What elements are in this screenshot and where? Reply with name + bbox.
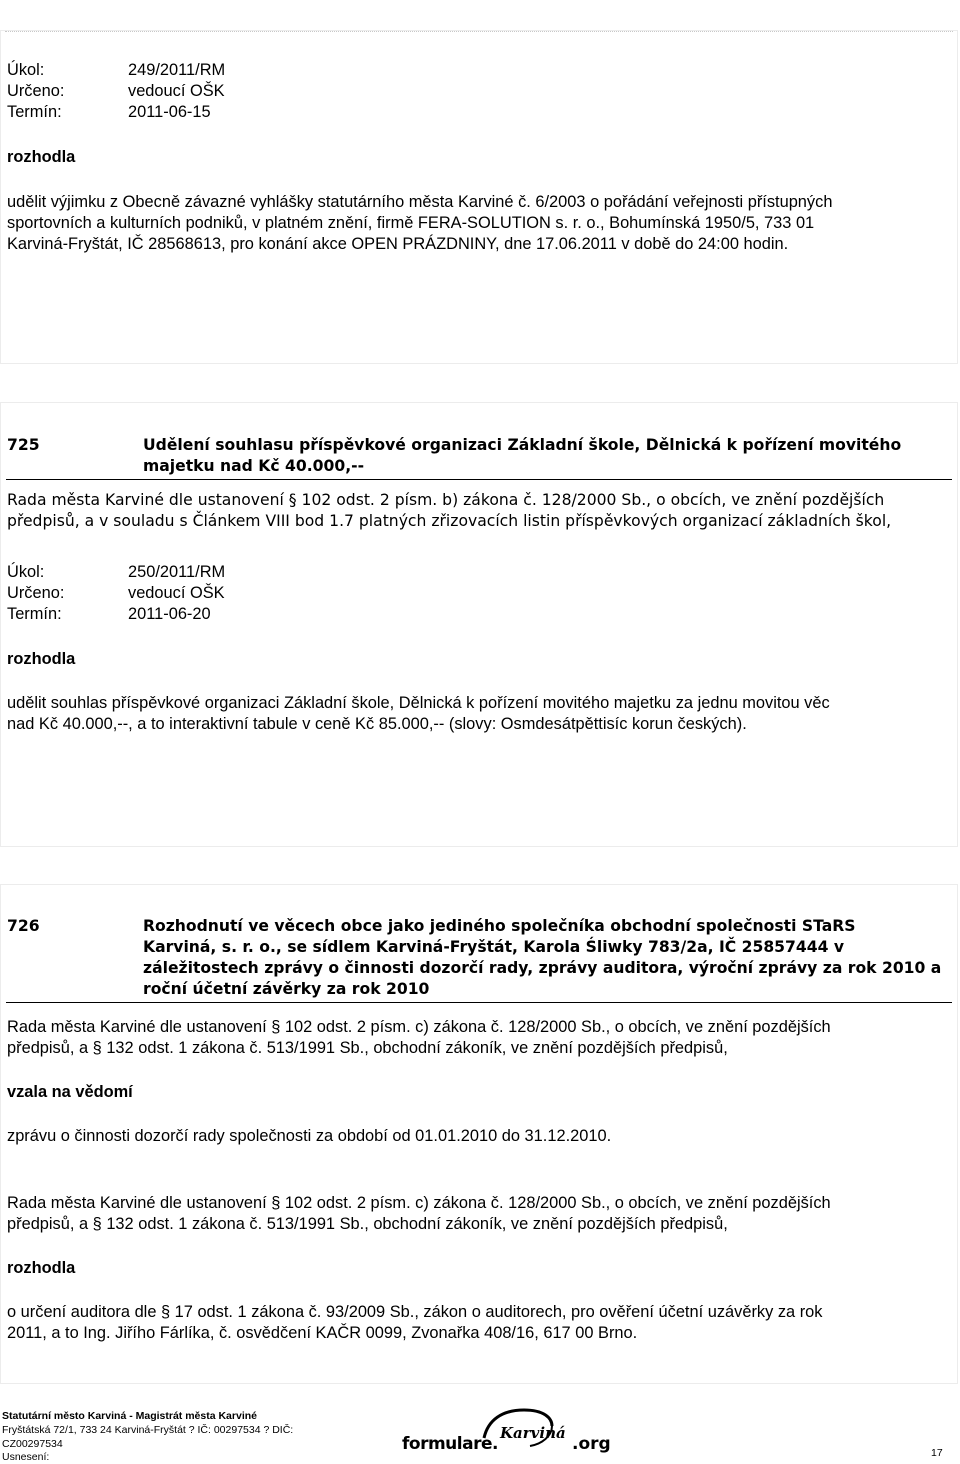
section-title-line: Rozhodnutí ve věcech obce jako jediného společníka obchodní společnosti STaRS	[143, 917, 856, 935]
decision-text-line: nad Kč 40.000,--, a to interaktivní tabule v ceně Kč 85.000,-- (slovy: Osmdesátpěttisíc korun českých).	[7, 715, 747, 733]
authority-line: předpisů, a v souladu s Článkem VIII bod 1.7 platných zřizovacích listin příspěvkových organizací základních škol,	[7, 512, 892, 530]
ukol-label: Úkol:	[7, 563, 45, 581]
authority-line: Rada města Karviné dle ustanovení § 102 odst. 2 písm. c) zákona č. 128/2000 Sb., o obcích, ve znění pozdějších	[7, 1194, 831, 1212]
footer-org: Statutární město Karviná - Magistrát města Karviné	[2, 1410, 257, 1422]
termin-value: 2011-06-20	[128, 605, 211, 623]
footer-dic: CZ00297534	[2, 1438, 63, 1450]
section-title-line: Udělení souhlasu příspěvkové organizaci Základní škole, Dělnická k pořízení movitého	[143, 436, 902, 454]
section-title-underline	[6, 479, 952, 480]
footer-usneseni: Usnesení:	[2, 1451, 50, 1463]
section-number: 725	[7, 436, 40, 454]
urceno-label: Určeno:	[7, 584, 65, 602]
page-number: 17	[931, 1447, 943, 1459]
urceno-value: vedoucí OŠK	[128, 82, 225, 100]
footer-logo	[402, 1404, 617, 1457]
decision-text-line: o určení auditora dle § 17 odst. 1 zákona č. 93/2009 Sb., zákon o auditorech, pro ověření účetní uzávěrky za rok	[7, 1303, 823, 1321]
section-title-line: Karviná, s. r. o., se sídlem Karviná-Fryštát, Karola Śliwky 783/2a, IČ 25857444 v	[143, 938, 845, 956]
urceno-label: Určeno:	[7, 82, 65, 100]
ukol-value: 250/2011/RM	[128, 563, 226, 581]
authority-line: předpisů, a § 132 odst. 1 zákona č. 513/1991 Sb., obchodní zákoník, ve znění pozdějších předpisů,	[7, 1215, 728, 1233]
termin-label: Termín:	[7, 605, 62, 623]
decision-text-line: 2011, a to Ing. Jiřího Fárlíka, č. osvědčení KAČR 0099, Zvonařka 408/16, 617 00 Brno.	[7, 1324, 638, 1342]
logo-left-text: formulare.	[402, 1434, 498, 1454]
authority-line: předpisů, a § 132 odst. 1 zákona č. 513/1991 Sb., obchodní zákoník, ve znění pozdějších předpisů,	[7, 1039, 728, 1057]
dotted-divider	[5, 31, 953, 32]
decision-heading: rozhodla	[7, 650, 76, 668]
decision-heading: rozhodla	[7, 1259, 76, 1277]
footer-address: Fryštátská 72/1, 733 24 Karviná-Fryštát ? IČ: 00297534 ? DIČ:	[2, 1424, 294, 1436]
section-title-underline	[6, 1002, 952, 1003]
noted-text: zprávu o činnosti dozorčí rady společnosti za období od 01.01.2010 do 31.12.2010.	[7, 1127, 612, 1145]
logo-right-text: .org	[572, 1434, 611, 1454]
decision-heading: rozhodla	[7, 148, 76, 166]
decision-text-line: udělit souhlas příspěvkové organizaci Základní škole, Dělnická k pořízení movitého majetku za jednu movitou věc	[7, 694, 830, 712]
decision-text-line: Karviná-Fryštát, IČ 28568613, pro konání akce OPEN PRÁZDNINY, dne 17.06.2011 v době do 24:00 hodin.	[7, 235, 789, 253]
noted-heading: vzala na vědomí	[7, 1083, 133, 1101]
section-title-line: majetku nad Kč 40.000,--	[143, 457, 365, 475]
section-title-line: záležitostech zprávy o činnosti dozorčí rady, zprávy auditora, výroční zprávy za rok 2010 a	[143, 959, 942, 977]
termin-value: 2011-06-15	[128, 103, 211, 121]
section-title-line: roční účetní závěrky za rok 2010	[143, 980, 430, 998]
decision-text-line: udělit výjimku z Obecně závazné vyhlášky statutárního města Karviné č. 6/2003 o pořádání veřejnosti přístupných	[7, 193, 833, 211]
authority-line: Rada města Karviné dle ustanovení § 102 odst. 2 písm. b) zákona č. 128/2000 Sb., o obcích, ve znění pozdějších	[7, 491, 885, 509]
logo-mid-text: Karviná	[500, 1424, 566, 1442]
section-number: 726	[7, 917, 40, 935]
termin-label: Termín:	[7, 103, 62, 121]
ukol-label: Úkol:	[7, 61, 45, 79]
decision-text-line: sportovních a kulturních podniků, v platném znění, firmě FERA-SOLUTION s. r. o., Bohumínská 1950/5, 733 01	[7, 214, 815, 232]
ukol-value: 249/2011/RM	[128, 61, 226, 79]
urceno-value: vedoucí OŠK	[128, 584, 225, 602]
authority-line: Rada města Karviné dle ustanovení § 102 odst. 2 písm. c) zákona č. 128/2000 Sb., o obcích, ve znění pozdějších	[7, 1018, 831, 1036]
